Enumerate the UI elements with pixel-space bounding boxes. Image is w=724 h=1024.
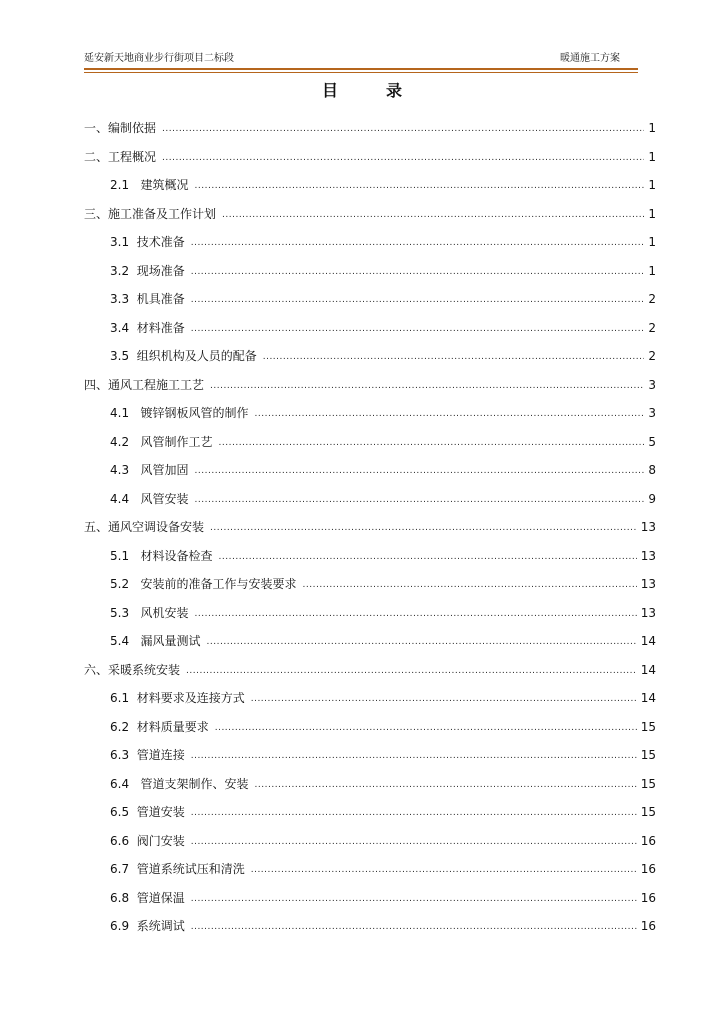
toc-entry[interactable] <box>84 827 656 856</box>
toc-entry-label: 6.9 系统调试 <box>110 919 185 934</box>
toc-entry-label: 5.4 漏风量测试 <box>110 634 201 649</box>
toc-entry-label: 6.8 管道保温 <box>110 890 185 905</box>
toc-entry-page: 15 <box>640 748 656 763</box>
toc-entry-page: 14 <box>640 634 656 649</box>
toc-entry-label: 三、施工准备及工作计划 <box>84 206 217 221</box>
toc-dot-leader <box>191 264 645 280</box>
toc-entry-label: 4.1 镀锌钢板风管的制作 <box>110 406 249 421</box>
toc-entry-page: 2 <box>648 349 656 364</box>
toc-dot-leader <box>195 492 645 508</box>
page-header <box>84 52 638 66</box>
toc-dot-leader <box>186 663 637 679</box>
toc-entry[interactable] <box>84 399 656 428</box>
header-project-name: 延安新天地商业步行街项目二标段 <box>84 53 234 64</box>
toc-dot-leader <box>255 406 645 422</box>
toc-entry[interactable] <box>84 257 656 286</box>
toc-dot-leader <box>210 378 644 394</box>
toc-entry-page: 16 <box>640 862 656 877</box>
toc-entry-label: 6.1 材料要求及连接方式 <box>110 691 245 706</box>
toc-entry[interactable] <box>84 285 656 314</box>
toc-entry-page: 8 <box>648 463 656 478</box>
toc-entry[interactable] <box>84 542 656 571</box>
toc-dot-leader <box>162 150 644 166</box>
toc-dot-leader <box>251 691 637 707</box>
toc-dot-leader <box>195 178 645 194</box>
toc-entry-page: 2 <box>648 320 656 335</box>
toc-entry-page: 14 <box>640 691 656 706</box>
toc-entry-page: 2 <box>648 292 656 307</box>
toc-entry-label: 3.2 现场准备 <box>110 263 185 278</box>
toc-dot-leader <box>219 549 637 565</box>
toc-entry[interactable] <box>84 599 656 628</box>
toc-title <box>0 80 724 102</box>
toc-entry[interactable] <box>84 741 656 770</box>
toc-entry-label: 5.2 安装前的准备工作与安装要求 <box>110 577 297 592</box>
toc-dot-leader <box>210 520 637 536</box>
toc-entry-page: 1 <box>648 235 656 250</box>
toc-title-part1: 目 <box>321 81 338 100</box>
toc-dot-leader <box>191 748 637 764</box>
toc-dot-leader <box>303 577 637 593</box>
toc-entry[interactable] <box>84 314 656 343</box>
header-rule <box>84 68 638 70</box>
toc-dot-leader <box>263 349 645 365</box>
toc-entry-page: 1 <box>648 263 656 278</box>
toc-entry[interactable] <box>84 798 656 827</box>
toc-entry-page: 1 <box>648 121 656 136</box>
toc-entry[interactable] <box>84 855 656 884</box>
toc-entry-label: 2.1 建筑概况 <box>110 178 189 193</box>
toc-entry-label: 六、采暖系统安装 <box>84 662 181 677</box>
toc-dot-leader <box>219 435 645 451</box>
toc-entry-page: 15 <box>640 805 656 820</box>
toc-entry[interactable] <box>84 884 656 913</box>
toc-entry-label: 3.3 机具准备 <box>110 292 185 307</box>
toc-title-part2: 录 <box>386 81 403 100</box>
toc-dot-leader <box>251 862 637 878</box>
toc-entry-label: 6.4 管道支架制作、安装 <box>110 776 249 791</box>
toc-entry-label: 6.5 管道安装 <box>110 805 185 820</box>
toc-entry-page: 1 <box>648 149 656 164</box>
toc-entry-label: 6.7 管道系统试压和清洗 <box>110 862 245 877</box>
toc-entry-page: 1 <box>648 206 656 221</box>
toc-dot-leader <box>195 606 637 622</box>
toc-entry[interactable] <box>84 684 656 713</box>
toc-entry[interactable] <box>84 627 656 656</box>
toc-entry[interactable] <box>84 114 656 143</box>
toc-dot-leader <box>191 805 637 821</box>
toc-entry[interactable] <box>84 912 656 941</box>
toc-entry[interactable] <box>84 171 656 200</box>
toc-entry[interactable] <box>84 456 656 485</box>
toc-entry[interactable] <box>84 200 656 229</box>
header-rule-thin <box>84 72 638 73</box>
toc-entry-label: 4.3 风管加固 <box>110 463 189 478</box>
toc-entry-page: 13 <box>640 605 656 620</box>
toc-dot-leader <box>215 720 637 736</box>
toc-entry[interactable] <box>84 228 656 257</box>
header-document-name: 暖通施工方案 <box>560 53 620 64</box>
toc-entry-label: 五、通风空调设备安装 <box>84 520 205 535</box>
toc-entry-page: 16 <box>640 890 656 905</box>
toc-dot-leader <box>191 235 645 251</box>
toc-entry[interactable] <box>84 656 656 685</box>
toc-entry-page: 15 <box>640 719 656 734</box>
toc-entry-label: 5.1 材料设备检查 <box>110 548 213 563</box>
toc-dot-leader <box>222 207 644 223</box>
toc-entry[interactable] <box>84 485 656 514</box>
toc-dot-leader <box>191 891 637 907</box>
toc-entry-page: 13 <box>640 577 656 592</box>
toc-dot-leader <box>207 634 637 650</box>
toc-entry-page: 16 <box>640 919 656 934</box>
toc-entry-label: 4.2 风管制作工艺 <box>110 434 213 449</box>
toc-dot-leader <box>162 121 644 137</box>
toc-entry-page: 13 <box>640 520 656 535</box>
toc-entry[interactable] <box>84 143 656 172</box>
toc-dot-leader <box>191 292 645 308</box>
toc-entry-page: 3 <box>648 406 656 421</box>
toc-entry-page: 16 <box>640 833 656 848</box>
toc-dot-leader <box>255 777 637 793</box>
toc-entry-page: 15 <box>640 776 656 791</box>
toc-entry-label: 一、编制依据 <box>84 121 157 136</box>
toc-entry[interactable] <box>84 570 656 599</box>
toc-dot-leader <box>191 919 637 935</box>
table-of-contents <box>84 114 656 941</box>
toc-entry-label: 6.2 材料质量要求 <box>110 719 209 734</box>
toc-entry-label: 3.1 技术准备 <box>110 235 185 250</box>
toc-entry[interactable] <box>84 342 656 371</box>
toc-entry[interactable] <box>84 713 656 742</box>
toc-entry-label: 4.4 风管安装 <box>110 491 189 506</box>
toc-entry[interactable] <box>84 513 656 542</box>
toc-entry-label: 5.3 风机安装 <box>110 605 189 620</box>
toc-dot-leader <box>191 834 637 850</box>
toc-entry-page: 13 <box>640 548 656 563</box>
toc-entry-page: 5 <box>648 434 656 449</box>
toc-entry-label: 二、工程概况 <box>84 149 157 164</box>
toc-dot-leader <box>191 321 645 337</box>
toc-entry[interactable] <box>84 428 656 457</box>
toc-entry-page: 9 <box>648 491 656 506</box>
toc-entry-label: 3.4 材料准备 <box>110 320 185 335</box>
toc-entry-page: 1 <box>648 178 656 193</box>
toc-dot-leader <box>195 463 645 479</box>
toc-entry-label: 6.3 管道连接 <box>110 748 185 763</box>
toc-entry-label: 四、通风工程施工工艺 <box>84 377 205 392</box>
toc-entry-page: 3 <box>648 377 656 392</box>
toc-entry-label: 3.5 组织机构及人员的配备 <box>110 349 257 364</box>
toc-entry-label: 6.6 阀门安装 <box>110 833 185 848</box>
toc-entry[interactable] <box>84 371 656 400</box>
toc-entry[interactable] <box>84 770 656 799</box>
toc-entry-page: 14 <box>640 662 656 677</box>
